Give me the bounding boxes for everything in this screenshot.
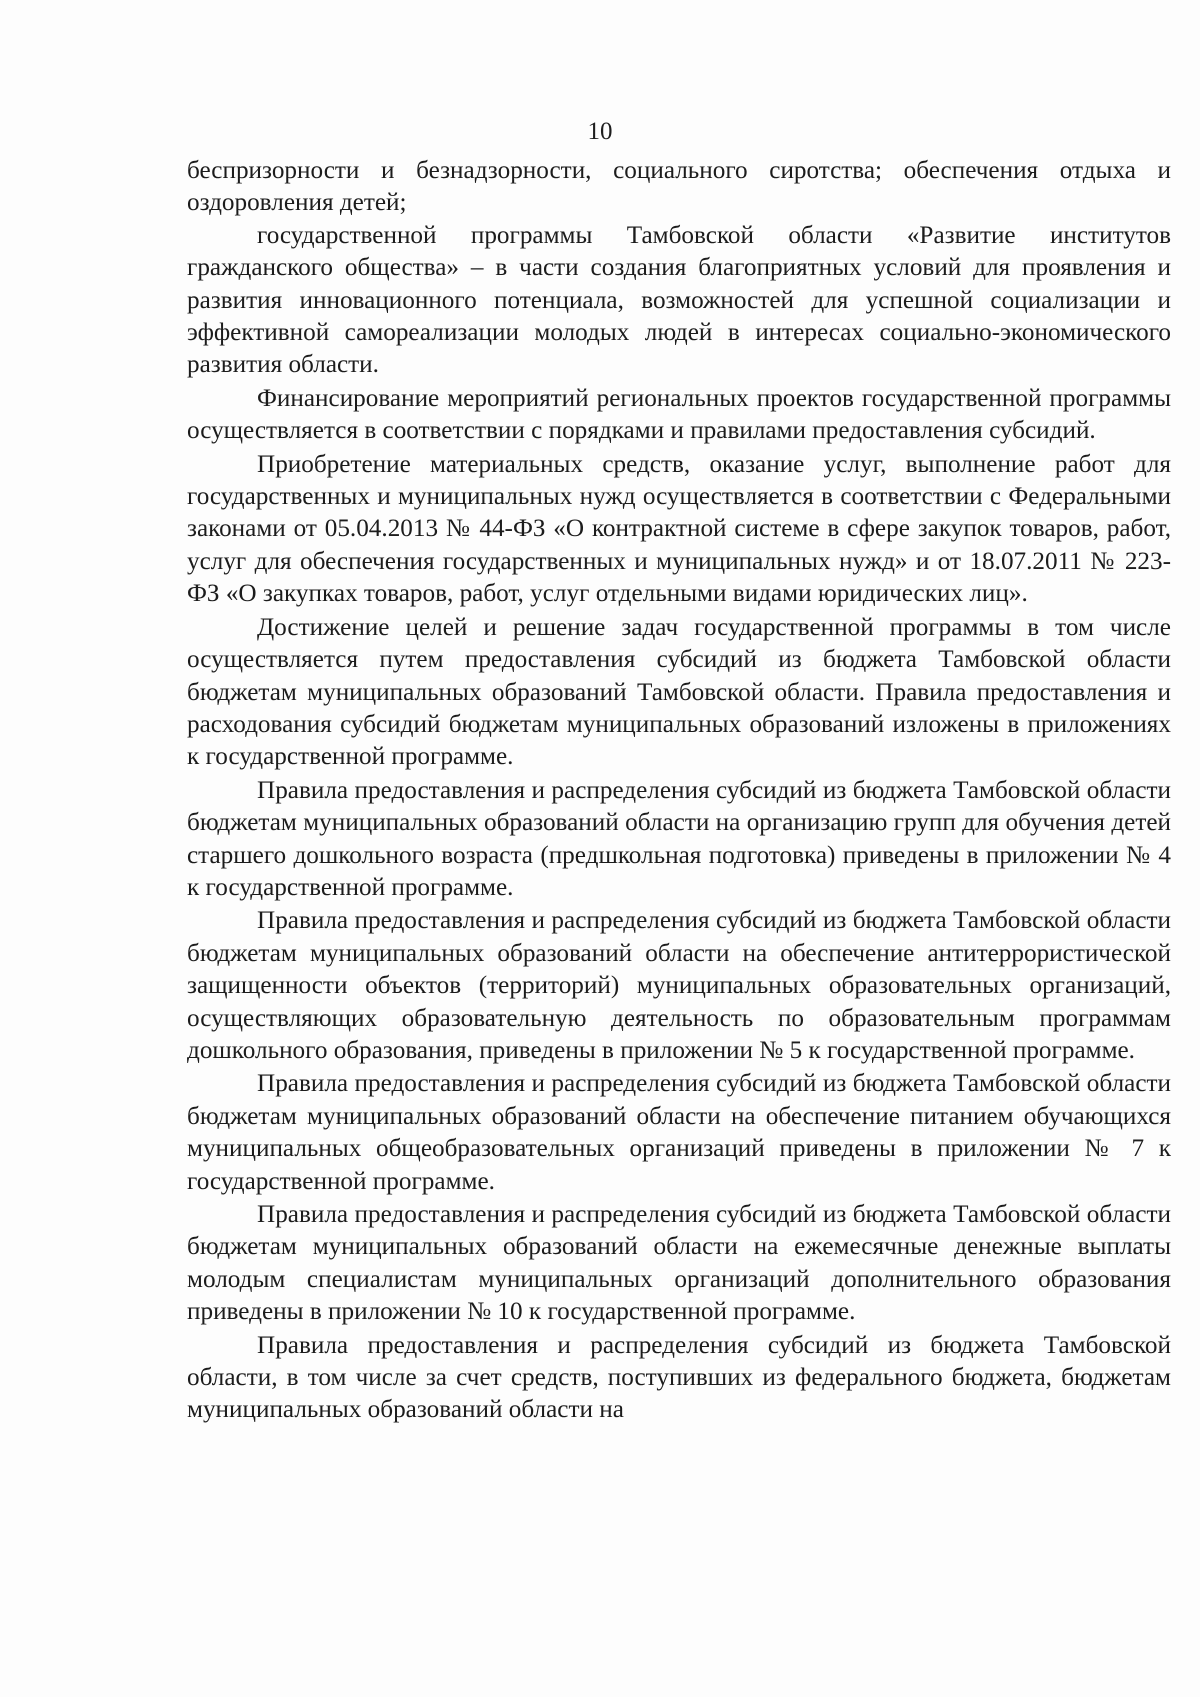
paragraph-rules-appendix-4: Правила предоставления и распределения субсидий из бюджета Тамбовской области бюджетам муниципальных образований области на организацию групп для обучения детей старшего дошкольного возраста (предшкольная подготовка) приведены в приложении № 4 к государственной программе. <box>187 776 1171 901</box>
paragraph-procurement: Приобретение материальных средств, оказание услуг, выполнение работ для государственных и муниципальных нужд осуществляется в соответствии с Федеральными законами от 05.04.2013 № 44-ФЗ «О контрактной системе в сфере закупок товаров, работ, услуг для обеспечения государственных и муниципальных нужд» и от 18.07.2011 № 223-ФЗ «О закупках товаров, работ, услуг отдельными видами юридических лиц». <box>187 450 1171 608</box>
document-body <box>187 155 1171 1427</box>
paragraph-rules-federal-funds: Правила предоставления и распределения субсидий из бюджета Тамбовской области, в том числе за счет средств, поступивших из федерального бюджета, бюджетам муниципальных образований области на <box>187 1331 1171 1424</box>
paragraph-continuation: беспризорности и безнадзорности, социального сиротства; обеспечения отдыха и оздоровления детей; <box>187 157 1171 217</box>
paragraph-rules-appendix-5: Правила предоставления и распределения субсидий из бюджета Тамбовской области бюджетам муниципальных образований области на обеспечение антитеррористической защищенности объектов (территорий) муниципальных образовательных организаций, осуществляющих образовательную деятельность по образовательным программам дошкольного образования, приведены в приложении № 5 к государственной программе. <box>187 907 1171 1064</box>
paragraph-financing: Финансирование мероприятий региональных проектов государственной программы осуществляется в соответствии с порядками и правилами предоставления субсидий. <box>187 384 1171 445</box>
paragraph-program-civil-society: государственной программы Тамбовской области «Развитие институтов гражданского общества» – в части создания благоприятных условий для проявления и развития инновационного потенциала, возможностей для успешной социализации и эффективной самореализации молодых людей в интересах социально-экономического развития области. <box>187 221 1171 379</box>
paragraph-rules-appendix-7: Правила предоставления и распределения субсидий из бюджета Тамбовской области бюджетам муниципальных образований области на обеспечение питанием обучающихся муниципальных общеобразовательных организаций приведены в приложении № 7 к государственной программе. <box>187 1070 1171 1195</box>
page-number: 10 <box>587 118 613 145</box>
paragraph-goals-achievement: Достижение целей и решение задач государственной программы в том числе осуществляется путем предоставления субсидий из бюджета Тамбовской области бюджетам муниципальных образований Тамбовской области. Правила предоставления и расходования субсидий бюджетам муниципальных образований изложены в приложениях к государственной программе. <box>187 613 1171 771</box>
paragraph-rules-appendix-10: Правила предоставления и распределения субсидий из бюджета Тамбовской области бюджетам муниципальных образований области на ежемесячные денежные выплаты молодым специалистам муниципальных организаций дополнительного образования приведены в приложении № 10 к государственной программе. <box>187 1201 1171 1326</box>
